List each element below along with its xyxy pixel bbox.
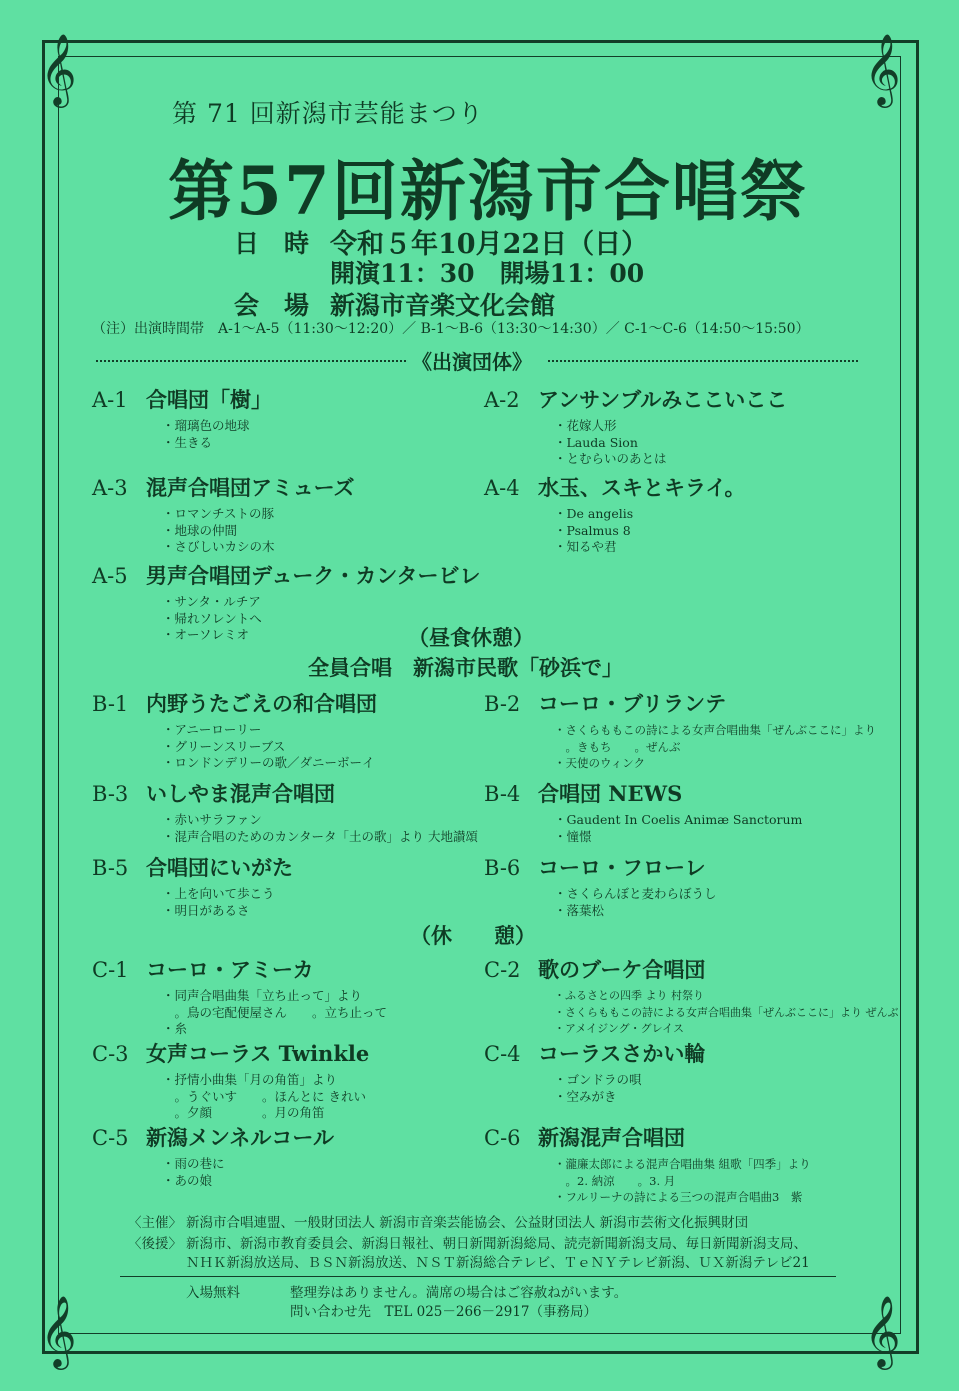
group-code: B-4 <box>484 782 521 806</box>
group-code: B-2 <box>484 692 521 716</box>
page-title: 第57回新潟市合唱祭 <box>168 152 808 230</box>
song-item: 。きもち 。ぜんぶ <box>554 739 681 754</box>
song-item: ・オーソレミオ <box>162 627 250 642</box>
date-label: 日 時 <box>234 229 310 258</box>
group-c-4 <box>484 1038 705 1105</box>
song-item: ・空みがき <box>554 1088 617 1104</box>
group-b-5 <box>92 852 293 919</box>
treble-clef-icon: 𝄞 <box>40 32 77 105</box>
song-item: ・地球の仲間 <box>162 522 238 538</box>
date-value: 令和５年10月22日（日） <box>330 229 649 260</box>
song-item: ・落葉松 <box>554 902 605 918</box>
group-name: コーロ・フローレ <box>538 855 706 880</box>
group-name: 新潟メンネルコール <box>146 1125 334 1150</box>
song-item: ・ロンドンデリーの歌／ダニーボーイ <box>162 755 375 770</box>
song-item: ・ふるさとの四季 より 村祭り <box>554 989 704 1002</box>
group-code: A-2 <box>484 388 520 412</box>
song-item: ・瑠璃色の地球 <box>162 418 250 433</box>
song-item: ・De angelis <box>554 506 634 521</box>
song-item: ・サンタ・ルチア <box>162 594 261 609</box>
sponsor-text: ＮＨＫ新潟放送局、ＢＳＮ新潟放送、ＮＳＴ新潟総合テレビ、ＴｅＮＹテレビ新潟、ＵＸ新潟テレビ21 <box>186 1255 810 1271</box>
contact: 問い合わせ先 TEL 025－266－2917（事務局） <box>290 1304 598 1320</box>
song-item: ・さびしいカシの木 <box>162 539 275 554</box>
group-c-3 <box>92 1038 369 1122</box>
song-item: 。うぐいす 。ほんとに きれい <box>162 1088 366 1104</box>
organizer-label: 〈主催〉 <box>128 1215 182 1231</box>
group-code: B-5 <box>92 856 129 880</box>
group-code: C-1 <box>92 958 129 982</box>
song-item: ・糸 <box>162 1021 188 1036</box>
group-name: 合唱団 NEWS <box>538 781 683 806</box>
group-a-1 <box>92 384 272 451</box>
group-code: C-4 <box>484 1042 521 1066</box>
group-c-1 <box>92 954 387 1038</box>
admission: 入場無料 <box>186 1285 240 1301</box>
song-item: ・花嫁人形 <box>554 418 617 433</box>
song-item: 。2. 納涼 。3. 月 <box>554 1173 676 1188</box>
group-code: A-1 <box>92 388 128 412</box>
song-item: ・フルリーナの詩による三つの混声合唱曲3 紫 <box>554 1190 803 1204</box>
group-code: A-4 <box>484 476 520 500</box>
time-value: 開演11：30 開場11：00 <box>330 259 645 288</box>
song-item: ・抒情小曲集「月の角笛」より <box>162 1072 338 1087</box>
song-item: ・Psalmus 8 <box>554 522 631 538</box>
song-item: ・グリーンスリーブス <box>162 738 286 754</box>
group-a-3 <box>92 472 355 556</box>
song-item: ・ロマンチストの豚 <box>162 506 275 521</box>
song-item: ・瀧廉太郎による混声合唱曲集 組歌「四季」より <box>554 1157 811 1171</box>
sponsor-label: 〈後援〉 <box>128 1236 182 1252</box>
song-item: ・とむらいのあとは <box>554 451 667 466</box>
group-name: コーロ・アミーカ <box>146 957 314 982</box>
song-item: ・さくらももこの詩による女声合唱曲集「ぜんぶここに」より <box>554 723 876 737</box>
song-item: 。夕顔 。月の角笛 <box>162 1105 325 1120</box>
group-name: 混声合唱団アミューズ <box>146 475 355 500</box>
group-code: B-3 <box>92 782 129 806</box>
group-c-5 <box>92 1122 334 1189</box>
divider <box>548 360 858 362</box>
song-item: ・アメイジング・グレイス <box>554 1022 684 1035</box>
treble-clef-icon: 𝄞 <box>40 1294 77 1367</box>
group-name: コーロ・ブリランテ <box>538 691 727 716</box>
song-item: ・同声合唱曲集「立ち止って」より <box>162 988 363 1003</box>
song-item: ・アニーローリー <box>162 722 262 737</box>
group-code: C-3 <box>92 1042 129 1066</box>
group-code: C-5 <box>92 1126 129 1150</box>
group-code: B-1 <box>92 692 129 716</box>
song-item: ・上を向いて歩こう <box>162 886 275 901</box>
song-item: ・雨の巷に <box>162 1156 225 1171</box>
venue-label: 会 場 <box>234 291 310 320</box>
festival-subtitle: 第 71 回新潟市芸能まつり <box>172 99 484 128</box>
sponsor-text: 新潟市、新潟市教育委員会、新潟日報社、朝日新聞新潟総局、読売新聞新潟支局、毎日新聞新潟支局、 <box>186 1236 807 1252</box>
group-name: 女声コーラス Twinkle <box>146 1041 370 1066</box>
group-a-2 <box>484 384 787 468</box>
lunch-break: （昼食休憩） <box>408 625 534 650</box>
all-chorus: 全員合唱 新潟市民歌「砂浜で」 <box>308 655 623 680</box>
song-item: ・明日があるさ <box>162 902 250 918</box>
group-name: 合唱団にいがた <box>146 855 293 880</box>
group-name: 新潟混声合唱団 <box>538 1125 685 1150</box>
group-b-1 <box>92 688 377 772</box>
group-name: コーラスさかい輪 <box>538 1041 706 1066</box>
group-c-2 <box>484 954 899 1038</box>
break: （休 憩） <box>410 923 536 948</box>
song-item: ・ゴンドラの唄 <box>554 1072 642 1087</box>
group-code: C-2 <box>484 958 521 982</box>
group-name: アンサンブルみここいここ <box>538 387 788 412</box>
song-item: ・Gaudent In Coelis Animæ Sanctorum <box>554 812 803 827</box>
venue-value: 新潟市音楽文化会館 <box>330 291 556 320</box>
group-c-6 <box>484 1122 811 1206</box>
group-b-4 <box>484 778 802 845</box>
group-name: 内野うたごえの和合唱団 <box>146 691 377 716</box>
song-item: ・あの娘 <box>162 1172 213 1188</box>
group-b-3 <box>92 778 478 845</box>
song-item: ・混声合唱のためのカンタータ「土の歌」より 大地讃頌 <box>162 828 478 844</box>
group-b-2 <box>484 688 876 772</box>
song-item: ・Lauda Sion <box>554 434 638 450</box>
divider <box>96 360 406 362</box>
group-name: 男声合唱団デューク・カンタービレ <box>146 563 481 588</box>
song-item: ・帰れソレントへ <box>162 610 262 626</box>
organizer-text: 新潟市合唱連盟、一般財団法人 新潟市音楽芸能協会、公益財団法人 新潟市芸術文化振興財団 <box>186 1215 749 1231</box>
group-name: 合唱団「樹」 <box>146 387 272 412</box>
group-name: いしやま混声合唱団 <box>146 781 335 806</box>
song-item: 。鳥の宅配便屋さん 。立ち止って <box>162 1004 388 1020</box>
footer-rule <box>120 1276 836 1277</box>
group-a-4 <box>484 472 745 556</box>
admission-note: 整理券はありません。満席の場合はご容赦ねがいます。 <box>290 1285 628 1301</box>
section-heading: 《出演団体》 <box>412 350 532 374</box>
song-item: ・生きる <box>162 434 213 450</box>
song-item: ・天使のウィンク <box>554 756 646 770</box>
treble-clef-icon: 𝄞 <box>864 1294 901 1367</box>
group-code: A-3 <box>92 476 128 500</box>
song-item: ・知るや君 <box>554 539 617 554</box>
song-item: ・さくらももこの詩による女声合唱曲集「ぜんぶここに」より ぜんぶ <box>554 1005 899 1019</box>
group-b-6 <box>484 852 717 919</box>
song-item: ・赤いサラファン <box>162 812 262 827</box>
group-code: A-5 <box>92 564 128 588</box>
group-name: 水玉、スキとキライ。 <box>538 475 746 500</box>
group-code: C-6 <box>484 1126 521 1150</box>
song-item: ・さくらんぼと麦わらぼうし <box>554 886 717 901</box>
group-code: B-6 <box>484 856 521 880</box>
schedule-note: （注）出演時間帯 A-1～A-5（11:30～12:20）／ B-1～B-6（13:30～14:30）／ C-1～C-6（14:50～15:50） <box>92 321 810 337</box>
treble-clef-icon: 𝄞 <box>864 32 901 105</box>
group-name: 歌のブーケ合唱団 <box>538 957 706 982</box>
song-item: ・憧憬 <box>554 828 592 844</box>
